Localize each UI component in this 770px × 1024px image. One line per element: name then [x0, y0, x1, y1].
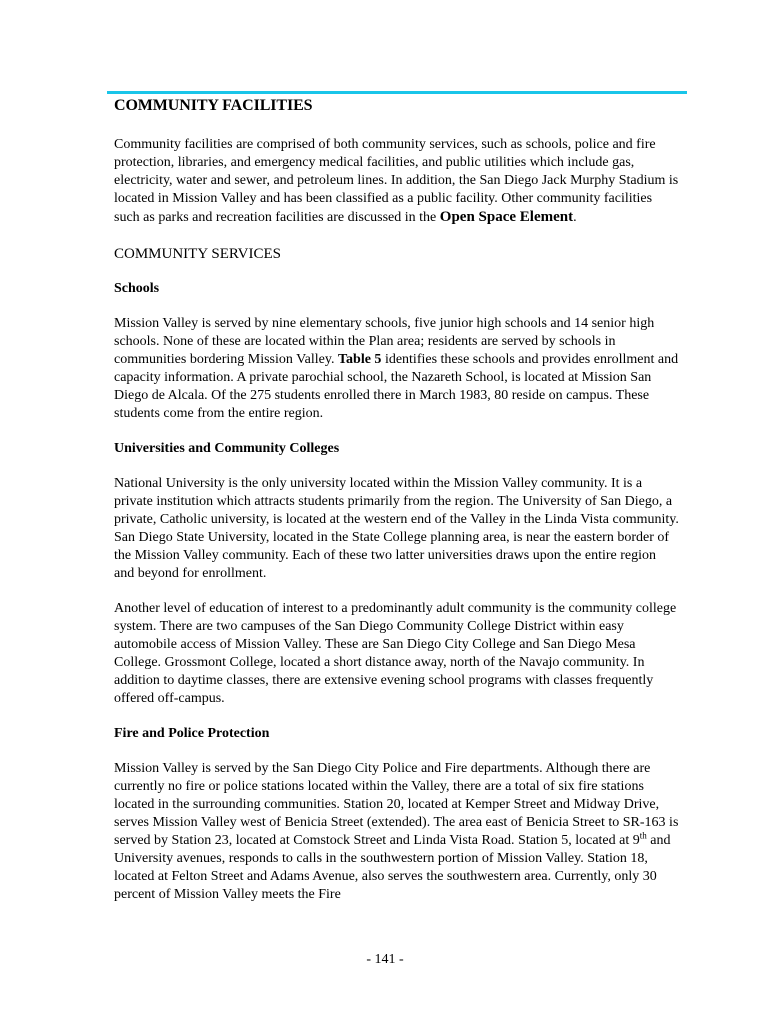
open-space-element-reference: Open Space Element — [439, 209, 574, 225]
ordinal-superscript: th — [639, 830, 647, 841]
schools-heading: Schools — [114, 281, 160, 296]
fire-police-heading: Fire and Police Protection — [114, 726, 270, 741]
page-number: - 141 - — [366, 952, 404, 967]
universities-paragraph-2: Another level of education of interest to a predominantly adult community is the community college system. There are two campuses of the San Diego Community College District within easy automobile access of Mission Valley. These are San Diego City College and San Diego Mesa College. Grossmont College, located a short distance away, north of the Navajo community. In addition to daytime classes, there are extensive evening school programs with classes frequently offered off-campus. — [114, 601, 677, 706]
universities-paragraph-1: National University is the only university located within the Mission Valley community. It is a private institution which attracts students primarily from the region. The University of San Diego, a private, Catholic university, is located at the western end of the Valley in the Linda Vista community. San Diego State University, located in the State College planning area, is near the eastern border of the Mission Valley community. Each of these two latter universities draws upon the entire region and beyond for enrollment. — [114, 476, 679, 581]
schools-paragraph — [114, 315, 679, 423]
fire-police-text-a: Mission Valley is served by the San Diego City Police and Fire departments. Although there are currently no fire or police stations located within the Valley, there are a total of six fire stations located in the surrounding communities. Station 20, located at Kemper Street and Midway Drive, serves Mission Valley west of Benicia Street (extended). The area east of Benicia Street to SR-163 is served by Station 23, located at Comstock Street and Linda Vista Road. Station 5, located at 9 — [114, 761, 679, 848]
page-title: COMMUNITY FACILITIES — [114, 97, 313, 114]
fire-police-paragraph — [114, 760, 679, 904]
page-content — [114, 96, 679, 904]
schools-text-a: Mission Valley is served by nine elementary schools, five junior high schools and 14 senior high schools. None of these are located within the Plan area; residents are served by schools in communities bordering Mission Valley. — [114, 316, 655, 367]
intro-end: . — [573, 210, 577, 225]
fire-police-text-b: and University avenues, responds to calls in the southwestern portion of Mission Valley. Station 18, located at Felton Street and Adams Avenue, also serves the southwestern area. Currently, only 30 percent of Mission Valley meets the Fire — [114, 833, 671, 902]
schools-text-b: identifies these schools and provides enrollment and capacity information. A private parochial school, the Nazareth School, is located at Mission San Diego de Alcala. Of the 275 students enrolled there in March 1983, 80 reside on campus. These students come from the entire region. — [114, 352, 679, 421]
universities-heading: Universities and Community Colleges — [114, 441, 340, 456]
table-5-reference: Table 5 — [337, 352, 382, 367]
header-rule — [107, 91, 687, 94]
intro-paragraph — [114, 136, 679, 227]
intro-text: Community facilities are comprised of both community services, such as schools, police and fire protection, libraries, and emergency medical facilities, and public utilities which include gas, electricity, water and sewer, and petroleum lines. In addition, the San Diego Jack Murphy Stadium is located in Mission Valley and has been classified as a public facility. Other community facilities such as parks and recreation facilities are discussed in the — [114, 137, 679, 225]
community-services-title: COMMUNITY SERVICES — [114, 246, 282, 262]
